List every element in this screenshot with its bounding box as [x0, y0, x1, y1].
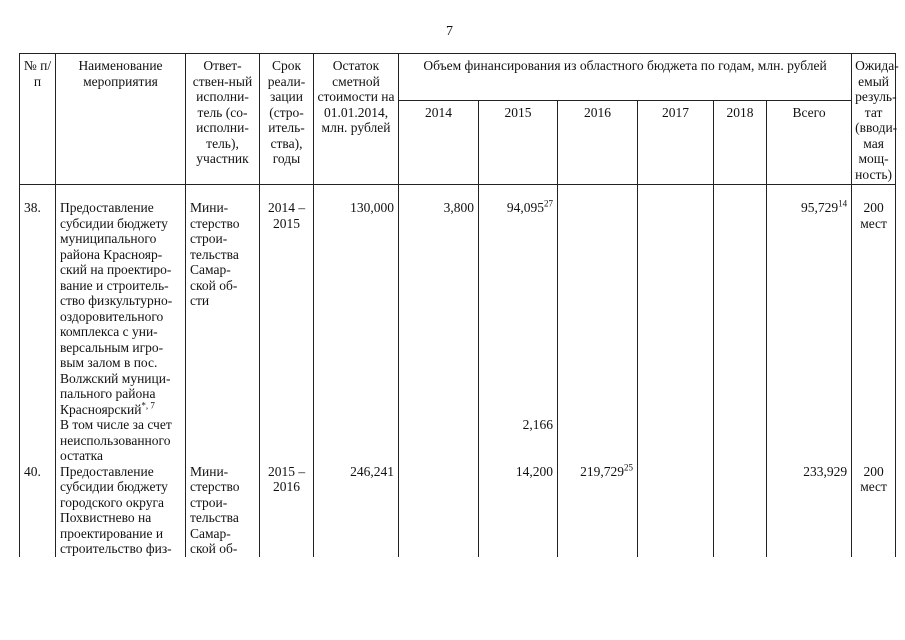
- row-y2015-value: 94,095: [506, 200, 544, 215]
- header-year-2017: 2017: [638, 101, 714, 185]
- row-y2015-sup: 27: [544, 198, 553, 209]
- row-term: 2015 – 2016: [260, 464, 314, 557]
- row-total: [767, 464, 852, 557]
- header-year-2018: 2018: [714, 101, 767, 185]
- row-name: [56, 464, 186, 557]
- row-total: [767, 417, 852, 464]
- row-exec: Мини-стерство строи-тельства Самар-ской об-сти: [186, 200, 260, 417]
- row-y2016: [558, 200, 638, 417]
- row-y2018: [714, 200, 767, 417]
- table-body: [20, 185, 896, 557]
- row-name-sup: *, 7: [141, 400, 155, 410]
- row-y2018: [714, 464, 767, 557]
- row-y2017: [638, 200, 714, 417]
- row-y2016: [558, 464, 638, 557]
- table-row: [20, 417, 896, 464]
- row-result: 200 мест: [852, 200, 896, 417]
- row-result: 200 мест: [852, 464, 896, 557]
- table-header: [20, 54, 899, 185]
- row-num: 38.: [20, 200, 56, 417]
- page-number: 7: [446, 24, 453, 39]
- table-row: [20, 464, 896, 557]
- row-term: [260, 417, 314, 464]
- header-funding-group: Объем финансирования из областного бюджета по годам, млн. рублей: [399, 54, 852, 101]
- row-y2014: [399, 417, 479, 464]
- header-exec: Ответ-ствен-ный исполни-тель (со-исполни-тель), участник: [186, 54, 260, 185]
- row-name: [56, 417, 186, 464]
- row-y2018: [714, 417, 767, 464]
- row-y2015-value: 2,166: [522, 417, 553, 432]
- header-name: Наименование мероприятия: [56, 54, 186, 185]
- header-term: Срок реали-зации (стро-итель-ства), годы: [260, 54, 314, 185]
- row-result: [852, 417, 896, 464]
- header-remainder: Остаток сметной стоимости на 01.01.2014, млн. рублей: [314, 54, 399, 185]
- row-y2016: [558, 417, 638, 464]
- row-total: [767, 200, 852, 417]
- row-y2014: 3,800: [399, 200, 479, 417]
- spacer-row: [20, 185, 896, 201]
- row-total-value: 95,729: [800, 200, 839, 215]
- table-row: [20, 200, 896, 417]
- header-num: № п/п: [20, 54, 56, 185]
- row-remainder: [314, 417, 399, 464]
- header-result: Ожида-емый резуль-тат (вводи-мая мощ-ность): [852, 54, 896, 185]
- row-y2017: [638, 464, 714, 557]
- row-name-text: Предоставление субсидии бюджету муниципального района Краснояр-ский на проектиро-вание и строитель-ство физкультурно-оздоровительного комплекса с уни-версальным игро-вым залом в пос. Волжский муници-пального района Красноярский: [60, 200, 173, 417]
- row-exec: Мини-стерство строи-тельства Самар-ской об-: [186, 464, 260, 557]
- header-total: Всего: [767, 101, 852, 185]
- row-remainder: 130,000: [314, 200, 399, 417]
- header-year-2015: 2015: [479, 101, 558, 185]
- row-total-sup: 14: [838, 198, 848, 209]
- row-term: 2014 – 2015: [260, 200, 314, 417]
- row-y2015-value: 14,200: [515, 463, 553, 479]
- row-name-text: Предоставление субсидии бюджету городского округа Похвистнево на проектирование и строительство физ-: [60, 463, 172, 556]
- row-y2015: [479, 464, 558, 557]
- row-y2017: [638, 417, 714, 464]
- row-y2016-value: 219,729: [580, 463, 624, 479]
- funding-table: [19, 53, 899, 557]
- row-remainder: 246,241: [314, 464, 399, 557]
- row-num: [20, 417, 56, 464]
- row-name-text: В том числе за счет неиспользованного остатка: [60, 417, 172, 463]
- row-y2016-sup: 25: [624, 462, 633, 472]
- header-year-2016: 2016: [558, 101, 638, 185]
- row-num: 40.: [20, 464, 56, 557]
- row-y2014: [399, 464, 479, 557]
- row-name: [56, 200, 186, 417]
- row-exec: [186, 417, 260, 464]
- row-y2015: [479, 417, 558, 464]
- header-year-2014: 2014: [399, 101, 479, 185]
- row-total-value: 233,929: [803, 463, 848, 479]
- row-y2015: [479, 200, 558, 417]
